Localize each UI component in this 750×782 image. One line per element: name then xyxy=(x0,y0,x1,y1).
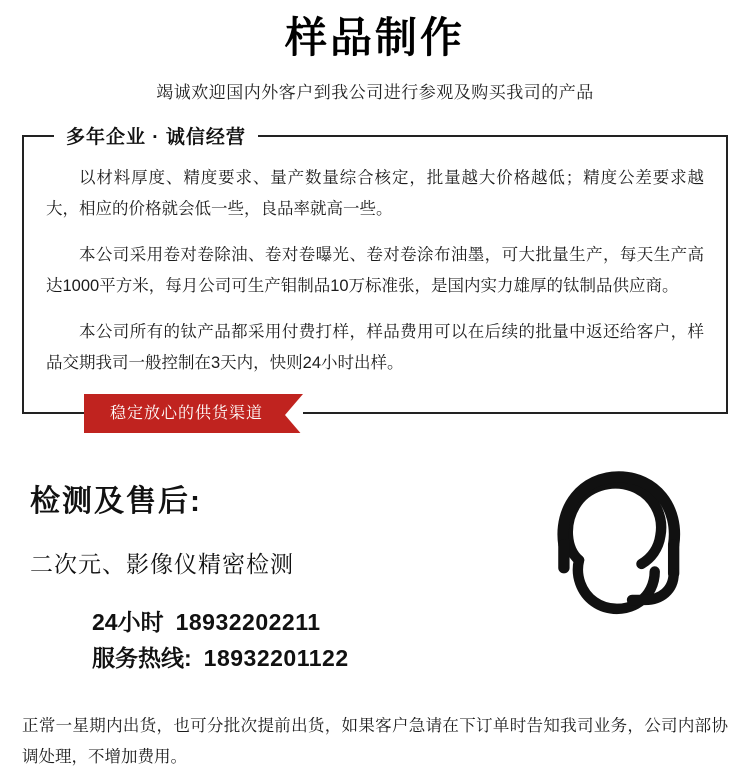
contact-number[interactable]: 18932201122 xyxy=(203,645,349,672)
info-box xyxy=(22,127,728,423)
page-subtitle: 竭诚欢迎国内外客户到我公司进行参观及购买我司的产品 xyxy=(156,83,594,103)
supply-ribbon xyxy=(84,394,303,433)
contact-label: 服务热线: xyxy=(92,645,192,672)
info-paragraph: 以材料厚度、精度要求、量产数量综合核定，批量越大价格越低；精度公差要求越大，相应的价格就会低一些，良品率就高一些。 xyxy=(46,169,704,218)
contact-number[interactable]: 18932202211 xyxy=(175,609,321,636)
page-title: 样品制作 xyxy=(284,16,465,62)
footer-note: 正常一星期内出货，也可分批次提前出货，如果客户急请在下订单时告知我司业务，公司内部协调处理，不增加费用。 xyxy=(22,716,728,767)
info-paragraph: 本公司采用卷对卷除油、卷对卷曝光、卷对卷涂布油墨，可大批量生产，每天生产高达1000平方米，每月公司可生产钼制品10万标准张，是国内实力雄厚的钛制品供应商。 xyxy=(46,246,704,295)
info-box-legend: 多年企业 · 诚信经营 xyxy=(54,122,258,149)
supply-ribbon-label: 稳定放心的供货渠道 xyxy=(84,394,303,433)
detection-line: 二次元、影像仪精密检测 xyxy=(30,551,294,578)
header xyxy=(0,0,750,103)
contact-label: 24小时 xyxy=(92,609,164,636)
headset-icon xyxy=(520,458,710,633)
contact-row xyxy=(92,641,728,677)
service-title: 检测及售后: xyxy=(30,485,202,519)
info-paragraph: 本公司所有的钛产品都采用付费打样，样品费用可以在后续的批量中返还给客户，样品交期我司一般控制在3天内，快则24小时出样。 xyxy=(46,323,704,372)
service-section xyxy=(22,476,728,676)
